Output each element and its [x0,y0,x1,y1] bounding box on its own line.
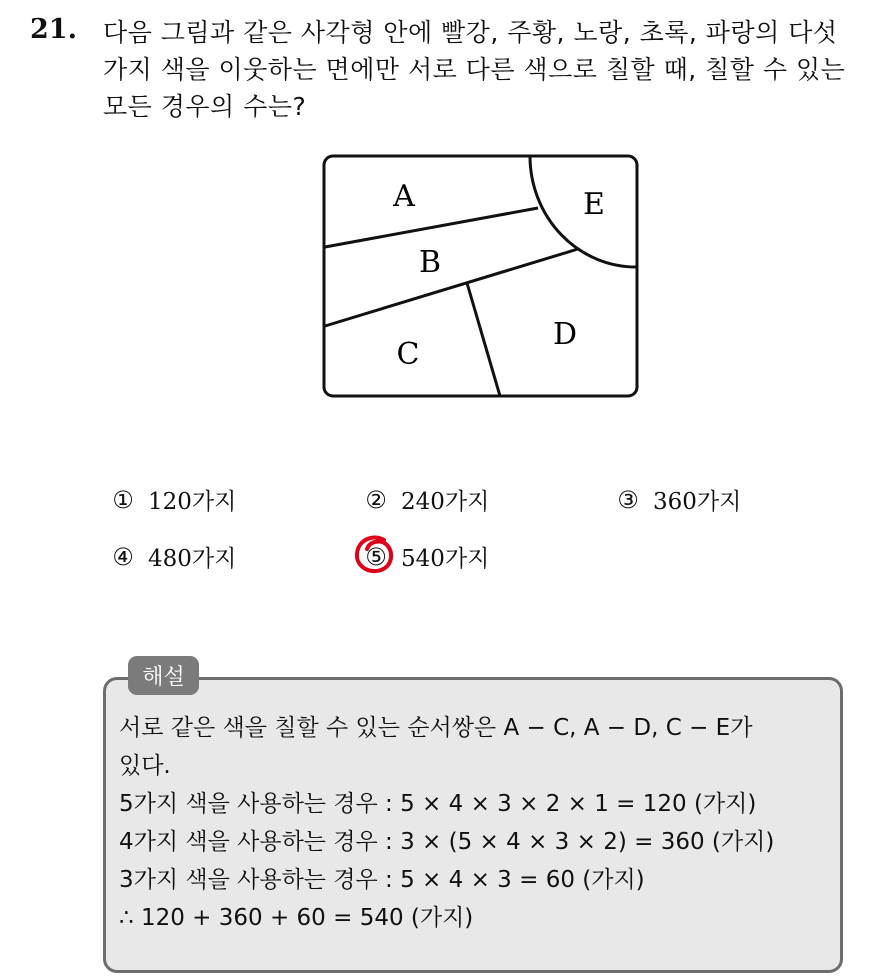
choice-unit: 가지 [191,489,237,515]
choice-mark: ⑤ [365,542,387,571]
choice-value: 360 [653,489,697,515]
region-label-b: B [418,245,442,280]
question-line: 모든 경우의 수는? [103,92,307,121]
explanation-line: 있다. [119,753,171,779]
boundary-b-cd [325,249,578,326]
region-label-e: E [583,187,605,222]
choice-mark: ③ [617,485,639,514]
explanation-line: 5가지 색을 사용하는 경우 : 5 × 4 × 3 × 2 × 1 = 120 (가지) [119,791,757,817]
choice-mark: ② [365,485,387,514]
choice-2[interactable] [361,483,489,516]
question-line: 다음 그림과 같은 사각형 안에 빨강, 주황, 노랑, 초록, 파랑의 다섯 [103,18,838,47]
explanation-line: 3가지 색을 사용하는 경우 : 5 × 4 × 3 = 60 (가지) [119,867,645,893]
answer-circle-mark [352,531,398,577]
explanation-line: 4가지 색을 사용하는 경우 : 3 × (5 × 4 × 3 × 2) = 360 (가지) [119,829,775,855]
question-text [103,14,873,125]
explanation-line: 서로 같은 색을 칠할 수 있는 순서쌍은 A − C, A − D, C − E가 [119,715,753,741]
region-label-c: C [396,337,420,372]
choice-value: 120 [148,489,192,515]
choice-1[interactable] [108,483,236,516]
boundary-c-d [467,283,500,396]
choice-unit: 가지 [444,546,490,572]
answer-circle-stroke [357,538,391,572]
region-figure [316,148,646,406]
choice-mark: ① [112,485,134,514]
choice-unit: 가지 [696,489,742,515]
choice-value: 480 [148,546,192,572]
choice-value: 240 [401,489,445,515]
boundary-a-b [325,208,538,247]
explanation-line: ∴ 120 + 360 + 60 = 540 (가지) [119,905,474,931]
explanation-tag: 해설 [128,656,199,695]
choice-mark: ④ [112,542,134,571]
choice-value: 540 [401,546,445,572]
region-label-d: D [552,317,578,352]
question-number: 21. [30,14,77,45]
choice-unit: 가지 [191,546,237,572]
explanation-text [119,709,834,937]
choice-unit: 가지 [444,489,490,515]
choice-4[interactable] [108,540,236,573]
question-line: 가지 색을 이웃하는 면에만 서로 다른 색으로 칠할 때, 칠할 수 있는 [103,55,846,84]
region-label-a: A [393,179,415,214]
choice-3[interactable] [613,483,741,516]
